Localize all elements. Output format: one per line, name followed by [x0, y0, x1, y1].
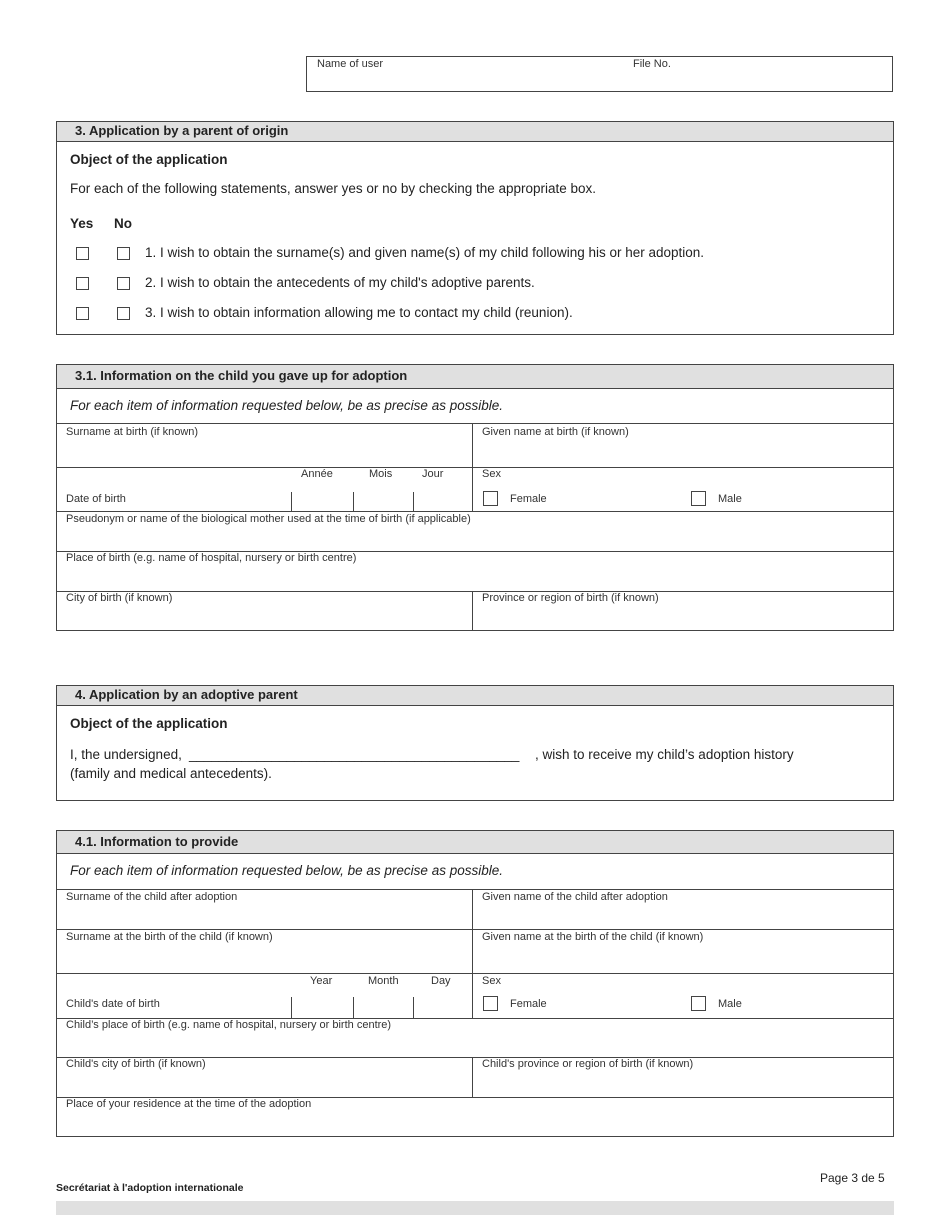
given-name-at-birth-label: Given name at birth (if known)	[482, 426, 629, 438]
file-no-label: File No.	[633, 58, 671, 70]
child-female-label: Female	[510, 998, 547, 1010]
undersigned-name-field[interactable]: ____________________________________________	[189, 747, 520, 762]
date-month-label: Mois	[369, 468, 393, 480]
name-of-user-label: Name of user	[317, 58, 384, 70]
birth-year-field[interactable]	[293, 492, 351, 510]
date-year-label: Année	[301, 468, 333, 480]
section-4-title: 4. Application by an adoptive parent	[57, 686, 893, 706]
statement-2-yes-checkbox[interactable]	[76, 277, 89, 290]
surname-after-adoption-field[interactable]	[61, 905, 466, 925]
user-file-box	[306, 56, 893, 92]
male-checkbox[interactable]	[691, 491, 706, 506]
statement-1-text: 1. I wish to obtain the surname(s) and given name(s) of my child following his or her adoption.	[145, 245, 705, 260]
child-male-label: Male	[718, 998, 742, 1010]
no-column-label: No	[114, 216, 132, 231]
statement-2-text: 2. I wish to obtain the antecedents of my child's adoptive parents.	[145, 275, 535, 290]
place-of-birth-label: Place of birth (e.g. name of hospital, nursery or birth centre)	[66, 552, 357, 564]
name-of-user-field[interactable]	[313, 71, 613, 89]
section-4	[56, 685, 894, 801]
section-4-line2: (family and medical antecedents).	[70, 766, 272, 781]
surname-at-birth-label: Surname at birth (if known)	[66, 426, 199, 438]
birth-month-field[interactable]	[355, 492, 411, 510]
surname-at-birth-of-child-field[interactable]	[61, 946, 466, 968]
section-4-1-instructions: For each item of information requested below, be as precise as possible.	[70, 863, 503, 878]
child-birth-month-field[interactable]	[355, 997, 411, 1017]
section-4-line1-prefix: I, the undersigned,	[70, 747, 182, 762]
page-number: Page 3 de 5	[820, 1171, 885, 1185]
residence-label: Place of your residence at the time of the adoption	[66, 1098, 312, 1110]
child-birth-year-field[interactable]	[293, 997, 351, 1017]
statement-1-no-checkbox[interactable]	[117, 247, 130, 260]
child-province-of-birth-label: Child's province or region of birth (if known)	[482, 1058, 694, 1070]
birth-day-field[interactable]	[415, 492, 471, 510]
footer-organization: Secrétariat à l'adoption internationale	[56, 1182, 244, 1194]
surname-at-birth-field[interactable]	[61, 441, 466, 463]
yes-column-label: Yes	[70, 216, 94, 231]
place-of-birth-field[interactable]	[61, 567, 887, 587]
section-3	[56, 121, 894, 335]
child-place-of-birth-field[interactable]	[61, 1034, 887, 1054]
male-label: Male	[718, 493, 742, 505]
child-birth-day-field[interactable]	[415, 997, 471, 1017]
child-province-of-birth-field[interactable]	[477, 1073, 887, 1093]
child-dob-label: Child's date of birth	[66, 998, 160, 1010]
section-4-line1-suffix: , wish to receive my child’s adoption history	[535, 747, 794, 762]
section-4-1	[56, 830, 894, 1137]
child-female-checkbox[interactable]	[483, 996, 498, 1011]
statement-1-yes-checkbox[interactable]	[76, 247, 89, 260]
given-name-after-adoption-field[interactable]	[477, 905, 887, 925]
statement-2-no-checkbox[interactable]	[117, 277, 130, 290]
section-3-1-instructions: For each item of information requested below, be as precise as possible.	[70, 398, 503, 413]
statement-3-no-checkbox[interactable]	[117, 307, 130, 320]
pseudonym-field[interactable]	[61, 527, 887, 547]
file-no-field[interactable]	[629, 71, 884, 89]
given-name-at-birth-field[interactable]	[477, 441, 887, 463]
statement-3-yes-checkbox[interactable]	[76, 307, 89, 320]
section-3-1	[56, 364, 894, 631]
child-city-of-birth-field[interactable]	[61, 1073, 466, 1093]
child-city-of-birth-label: Child's city of birth (if known)	[66, 1058, 206, 1070]
province-of-birth-label: Province or region of birth (if known)	[482, 592, 659, 604]
province-of-birth-field[interactable]	[477, 607, 887, 627]
date-day-label: Jour	[422, 468, 444, 480]
city-of-birth-label: City of birth (if known)	[66, 592, 173, 604]
child-place-of-birth-label: Child’s place of birth (e.g. name of hospital, nursery or birth centre)	[66, 1019, 392, 1031]
section-3-1-title: 3.1. Information on the child you gave up for adoption	[57, 365, 893, 389]
given-name-at-birth-of-child-label: Given name at the birth of the child (if known)	[482, 931, 704, 943]
section-4-object-heading: Object of the application	[70, 716, 228, 731]
sex-label: Sex	[482, 468, 501, 480]
statement-3-text: 3. I wish to obtain information allowing me to contact my child (reunion).	[145, 305, 573, 320]
residence-field[interactable]	[61, 1113, 887, 1133]
child-male-checkbox[interactable]	[691, 996, 706, 1011]
given-name-after-adoption-label: Given name of the child after adoption	[482, 891, 668, 903]
section-3-object-heading: Object of the application	[70, 152, 228, 167]
given-name-at-birth-of-child-field[interactable]	[477, 946, 887, 968]
section-3-instructions: For each of the following statements, answer yes or no by checking the appropriate box.	[70, 181, 597, 196]
child-sex-label: Sex	[482, 975, 501, 987]
child-date-day-label: Day	[431, 975, 451, 987]
female-checkbox[interactable]	[483, 491, 498, 506]
pseudonym-label: Pseudonym or name of the biological mother used at the time of birth (if applicable)	[66, 513, 471, 525]
section-4-1-title: 4.1. Information to provide	[57, 831, 893, 854]
child-date-year-label: Year	[310, 975, 333, 987]
date-of-birth-label: Date of birth	[66, 493, 126, 505]
female-label: Female	[510, 493, 547, 505]
city-of-birth-field[interactable]	[61, 607, 466, 627]
surname-at-birth-of-child-label: Surname at the birth of the child (if known)	[66, 931, 273, 943]
surname-after-adoption-label: Surname of the child after adoption	[66, 891, 238, 903]
footer-bar	[56, 1201, 894, 1215]
section-3-title: 3. Application by a parent of origin	[57, 122, 893, 142]
child-date-month-label: Month	[368, 975, 399, 987]
